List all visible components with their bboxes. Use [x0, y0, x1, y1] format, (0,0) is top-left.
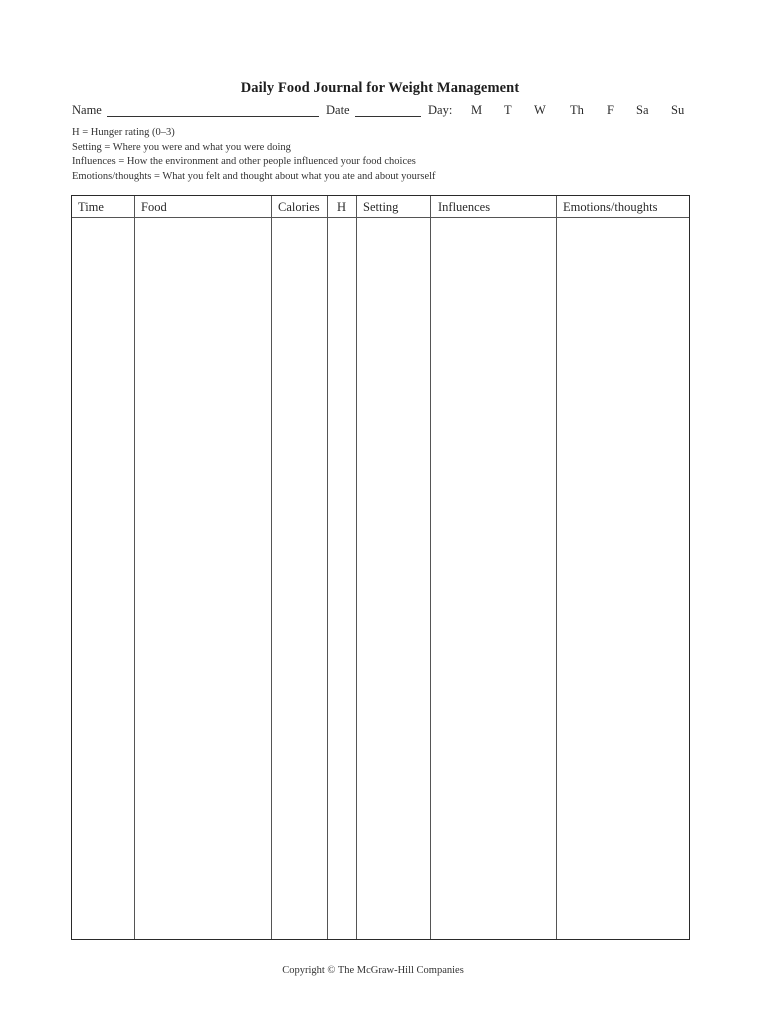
name-field[interactable] — [107, 116, 319, 117]
legend — [72, 126, 436, 184]
legend-setting: Setting = Where you were and what you were doing — [72, 141, 291, 153]
column-divider — [430, 196, 431, 939]
day-label: Day: — [428, 103, 453, 117]
copyright-footer: Copyright © The McGraw-Hill Companies — [282, 965, 464, 976]
day-saturday[interactable]: Sa — [636, 103, 649, 117]
column-header-time: Time — [78, 200, 104, 214]
column-divider — [327, 196, 328, 939]
day-monday[interactable]: M — [471, 103, 483, 117]
page-title: Daily Food Journal for Weight Management — [240, 80, 520, 96]
day-friday[interactable]: F — [607, 103, 614, 117]
column-divider — [356, 196, 357, 939]
legend-hunger: H = Hunger rating (0–3) — [72, 127, 175, 138]
date-label: Date — [326, 103, 350, 117]
legend-emotions: Emotions/thoughts = What you felt and thought about what you ate and about yourself — [72, 170, 436, 182]
column-header-food: Food — [141, 200, 167, 214]
day-sunday[interactable]: Su — [671, 103, 685, 117]
column-header-influences: Influences — [438, 200, 491, 214]
date-field[interactable] — [355, 116, 421, 117]
column-divider — [134, 196, 135, 939]
day-thursday[interactable]: Th — [570, 103, 584, 117]
day-wednesday[interactable]: W — [534, 103, 546, 117]
column-header-emotions: Emotions/thoughts — [563, 200, 658, 214]
header-divider — [72, 217, 689, 218]
name-label: Name — [72, 103, 102, 117]
day-tuesday[interactable]: T — [504, 103, 512, 117]
column-header-setting: Setting — [363, 200, 399, 214]
column-header-hunger: H — [337, 200, 347, 214]
name-date-day-row — [72, 103, 692, 119]
journal-table[interactable] — [71, 195, 690, 940]
column-divider — [556, 196, 557, 939]
column-divider — [271, 196, 272, 939]
legend-influences: Influences = How the environment and other people influenced your food choices — [72, 156, 416, 167]
column-header-calories: Calories — [278, 200, 320, 214]
